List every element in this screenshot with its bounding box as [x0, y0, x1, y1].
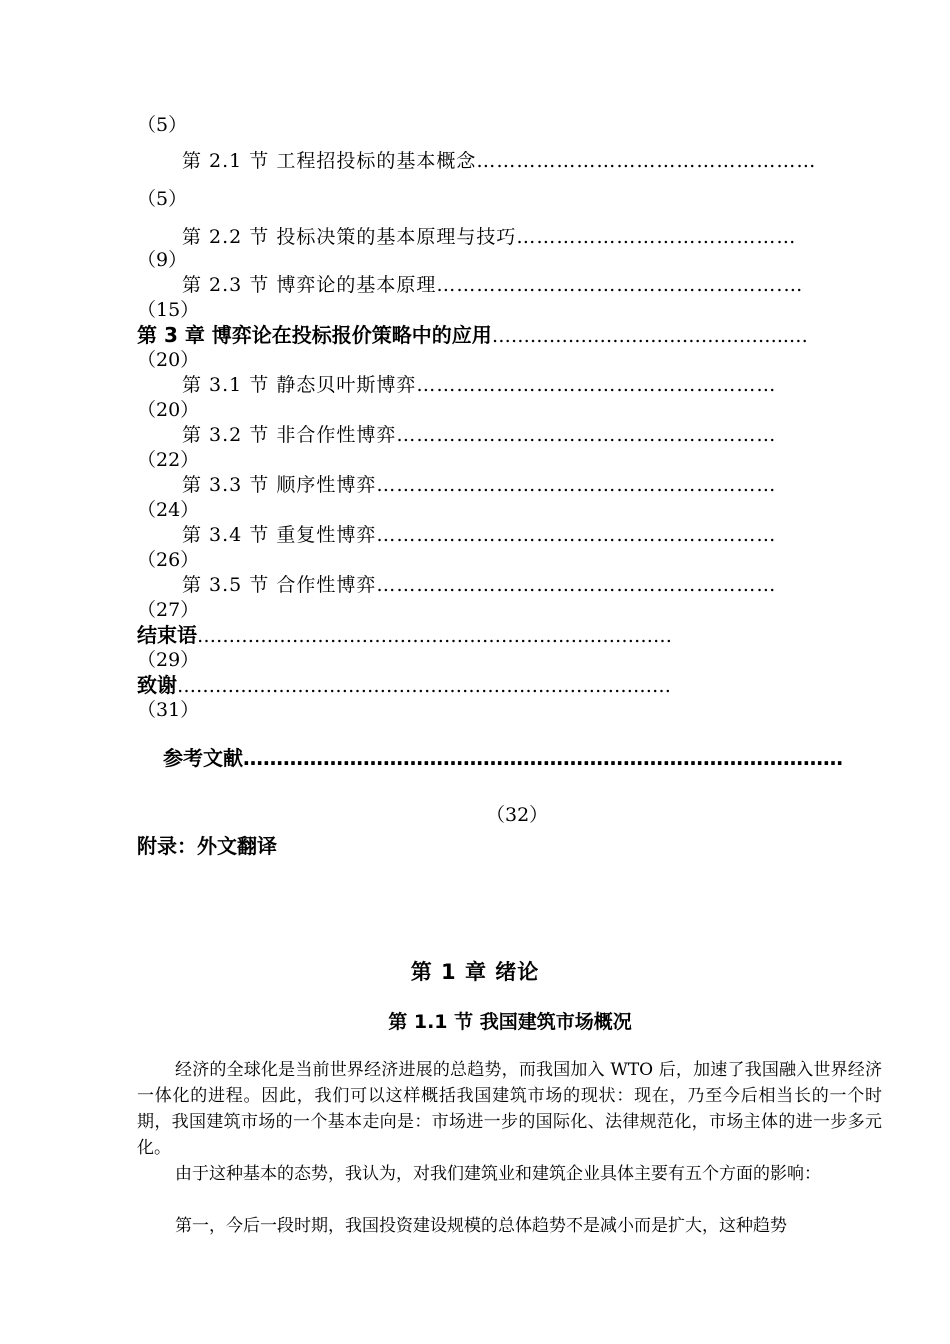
toc-entry-label: 第 3.2 节 非合作性博弈 — [182, 424, 397, 446]
toc-page-number: （31） — [137, 699, 200, 721]
chapter-title: 第 1 章 绪论 — [410, 960, 540, 984]
toc-page-number: （5） — [137, 188, 188, 210]
toc-page-number: （27） — [137, 599, 200, 621]
toc-entry-references[interactable] — [163, 746, 843, 770]
toc-page-number: （22） — [137, 449, 200, 471]
toc-entry-2-2[interactable] — [182, 225, 796, 249]
toc-leader-dots: …………………………………………………… — [376, 474, 777, 496]
toc-page-number: （20） — [137, 399, 200, 421]
toc-leader-dots: …………………………………………….… — [436, 274, 804, 296]
toc-leader-dots: …………………………………………………… — [376, 574, 777, 596]
toc-leader-dots: ……………………………………………………………………………… — [243, 746, 843, 770]
toc-entry-label: 致谢 — [137, 673, 177, 697]
toc-entry-label: 第 3.3 节 顺序性博弈 — [182, 474, 377, 496]
toc-entry-label: 第 2.3 节 博弈论的基本原理 — [182, 274, 437, 296]
toc-page-number: （20） — [137, 349, 200, 371]
toc-leader-dots: …………………………………… — [516, 226, 797, 248]
toc-entry-thanks[interactable] — [137, 673, 671, 698]
toc-page-number: （29） — [137, 649, 200, 671]
toc-page-number: （24） — [137, 499, 200, 521]
toc-page-number: （5） — [137, 114, 188, 136]
body-paragraph: 第一，今后一段时期，我国投资建设规模的总体趋势不是减小而是扩大，这种趋势 — [175, 1216, 787, 1236]
toc-entry-3-2[interactable] — [182, 423, 776, 447]
toc-leader-dots: …………………………………………… — [476, 150, 817, 172]
toc-entry-label: 第 2.2 节 投标决策的基本原理与技巧 — [182, 226, 517, 248]
toc-leader-dots: …………………………………………………… — [376, 524, 777, 546]
toc-entry-3-1[interactable] — [182, 373, 776, 397]
toc-entry-conclusion[interactable] — [137, 623, 672, 648]
body-paragraph: 经济的全球化是当前世界经济进展的总趋势，而我国加入 WTO 后，加速了我国融入世界经济一体化的进程。因此，我们可以这样概括我国建筑市场的现状：现在，乃至今后相当长的一个时期，我国建筑市场的一个基本走向是：市场进一步的国际化、法律规范化，市场主体的进一步多元化。 — [137, 1060, 882, 1158]
toc-entry-label: 第 3.1 节 静态贝叶斯博弈 — [182, 374, 417, 396]
toc-leader-dots: …………………………………………………………………… — [177, 675, 671, 697]
toc-entry-2-3[interactable] — [182, 273, 803, 297]
section-title: 第 1.1 节 我国建筑市场概况 — [388, 1011, 632, 1033]
toc-leader-dots: ………………………………………………… — [396, 424, 777, 446]
toc-entry-label: 第 3 章 博弈论在投标报价策略中的应用 — [137, 323, 492, 347]
toc-entry-label: 第 3.5 节 合作性博弈 — [182, 574, 377, 596]
toc-page-number: （32） — [486, 804, 549, 826]
toc-entry-appendix[interactable]: 附录：外文翻译 — [137, 834, 277, 858]
toc-entry-label: 参考文献 — [163, 746, 243, 770]
toc-entry-2-1[interactable] — [182, 149, 816, 173]
toc-entry-3-4[interactable] — [182, 523, 776, 547]
toc-leader-dots: ………………………………………………………………… — [197, 625, 672, 647]
toc-page-number: （15） — [137, 299, 200, 321]
toc-entry-chapter-3[interactable] — [137, 323, 808, 348]
toc-entry-3-3[interactable] — [182, 473, 776, 497]
toc-leader-dots: ……………………………………………… — [416, 374, 777, 396]
toc-entry-label: 第 2.1 节 工程招投标的基本概念 — [182, 150, 477, 172]
toc-page-number: （26） — [137, 549, 200, 571]
toc-page-number: （9） — [137, 249, 188, 271]
toc-entry-3-5[interactable] — [182, 573, 776, 597]
toc-entry-label: 第 3.4 节 重复性博弈 — [182, 524, 377, 546]
body-paragraph: 由于这种基本的态势，我认为，对我们建筑业和建筑企业具体主要有五个方面的影响： — [175, 1164, 821, 1184]
toc-leader-dots: ………………………………………..… — [491, 325, 808, 347]
toc-entry-label: 结束语 — [137, 623, 197, 647]
